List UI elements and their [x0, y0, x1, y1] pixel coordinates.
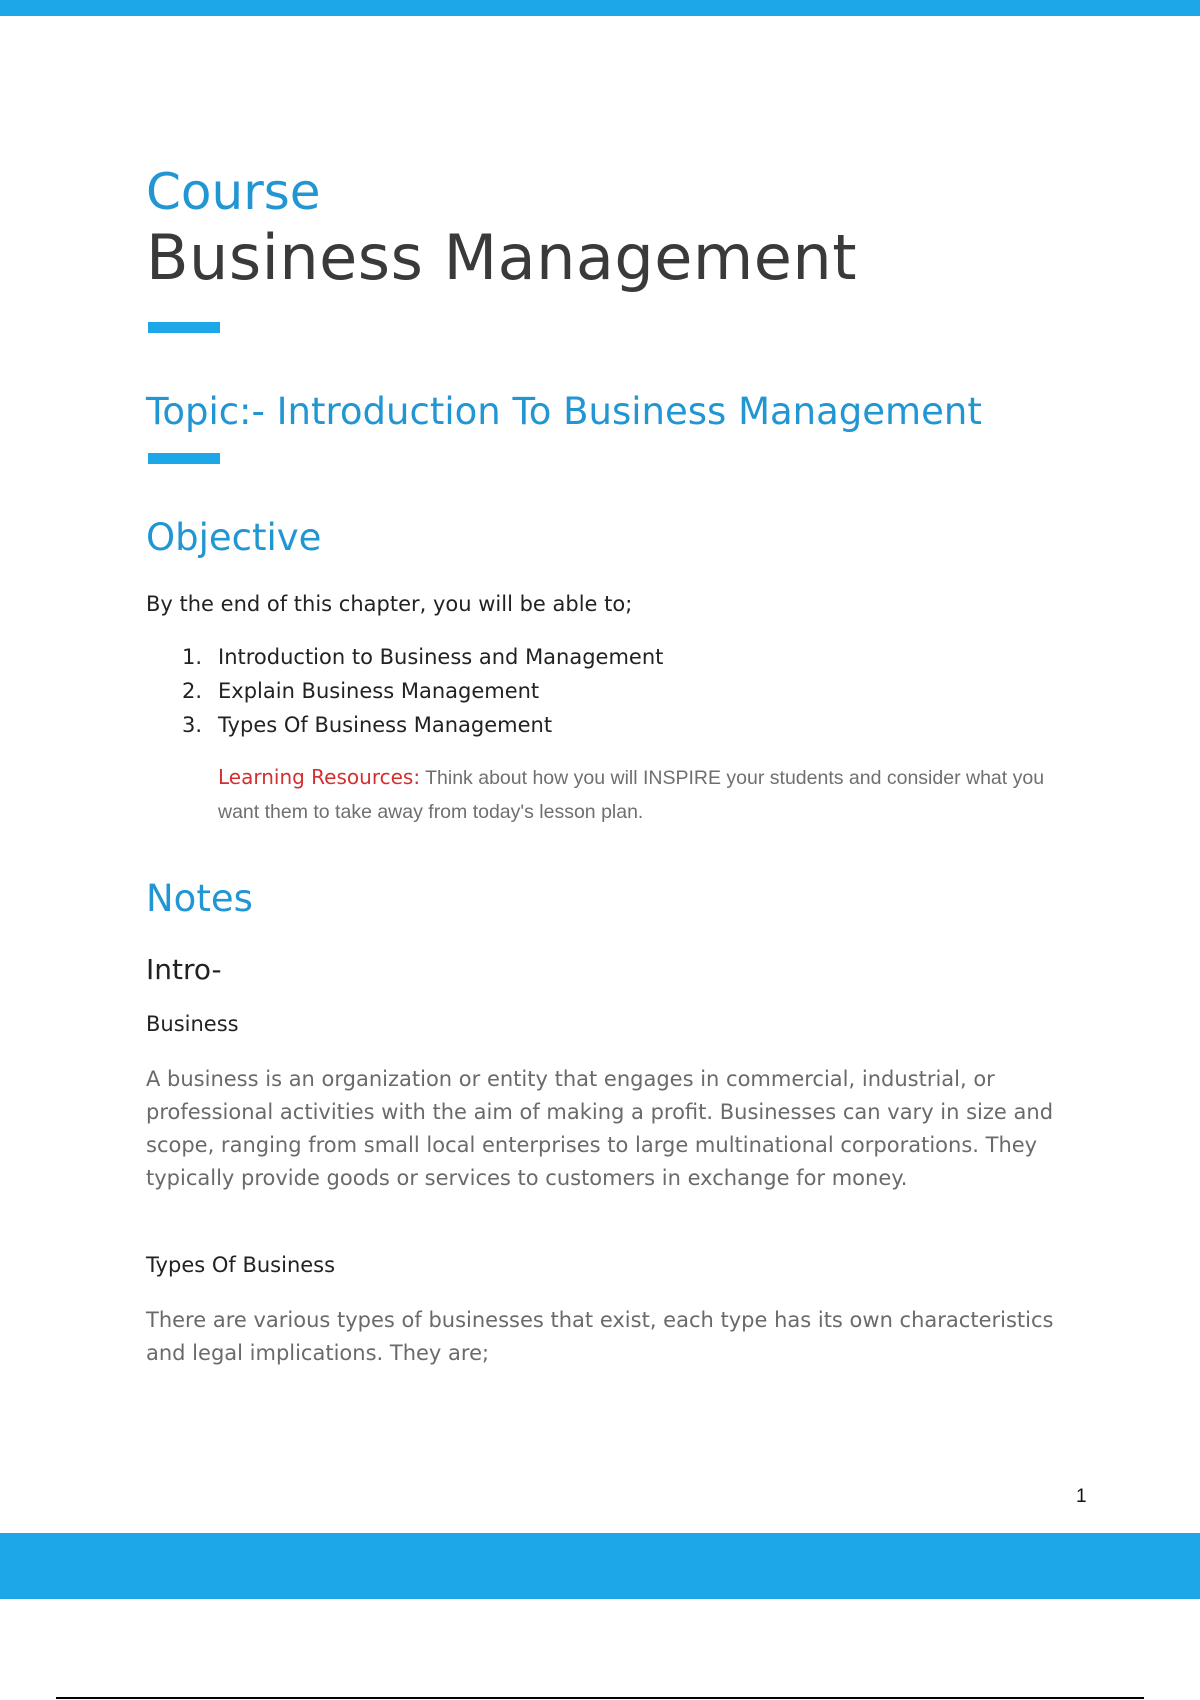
- learning-resources-note: [218, 760, 1078, 829]
- learning-resources-text: Think about how you will INSPIRE your students and consider what you want them to take away from today's lesson plan.: [218, 767, 1045, 823]
- types-of-business-heading: Types Of Business: [146, 1253, 336, 1277]
- top-accent-bar: [0, 0, 1200, 16]
- page-number: 1: [1076, 1486, 1087, 1507]
- objective-intro: By the end of this chapter, you will be able to;: [146, 592, 633, 616]
- list-item: [146, 640, 663, 674]
- intro-heading: Intro-: [146, 953, 222, 986]
- list-item-number: 3.: [182, 713, 203, 737]
- list-item-number: 1.: [182, 645, 203, 669]
- list-item: [146, 674, 663, 708]
- bottom-accent-band: [0, 1533, 1200, 1599]
- accent-rule: [148, 322, 220, 333]
- page-title: Business Management: [146, 221, 858, 294]
- notes-heading: Notes: [146, 877, 253, 920]
- footer-divider: [56, 1697, 1144, 1699]
- objective-list: [146, 640, 663, 742]
- list-item-number: 2.: [182, 679, 203, 703]
- list-item-label: Explain Business Management: [218, 679, 540, 703]
- business-heading: Business: [146, 1012, 239, 1036]
- accent-rule: [148, 453, 220, 464]
- topic-heading: Topic:- Introduction To Business Management: [146, 390, 982, 433]
- list-item-label: Introduction to Business and Management: [218, 645, 664, 669]
- course-label: Course: [146, 163, 321, 221]
- types-of-business-paragraph: There are various types of businesses that exist, each type has its own characteristics and legal implications. They are;: [146, 1308, 1054, 1365]
- business-paragraph: A business is an organization or entity that engages in commercial, industrial, or professional activities with the aim of making a profit. Businesses can vary in size and scope, ranging from small local enterprises to large multinational corporations. They typically provide goods or services to customers in exchange for money.: [146, 1067, 1054, 1190]
- list-item-label: Types Of Business Management: [218, 713, 553, 737]
- learning-resources-label: Learning Resources:: [218, 765, 421, 789]
- objective-heading: Objective: [146, 516, 322, 559]
- list-item: [146, 708, 663, 742]
